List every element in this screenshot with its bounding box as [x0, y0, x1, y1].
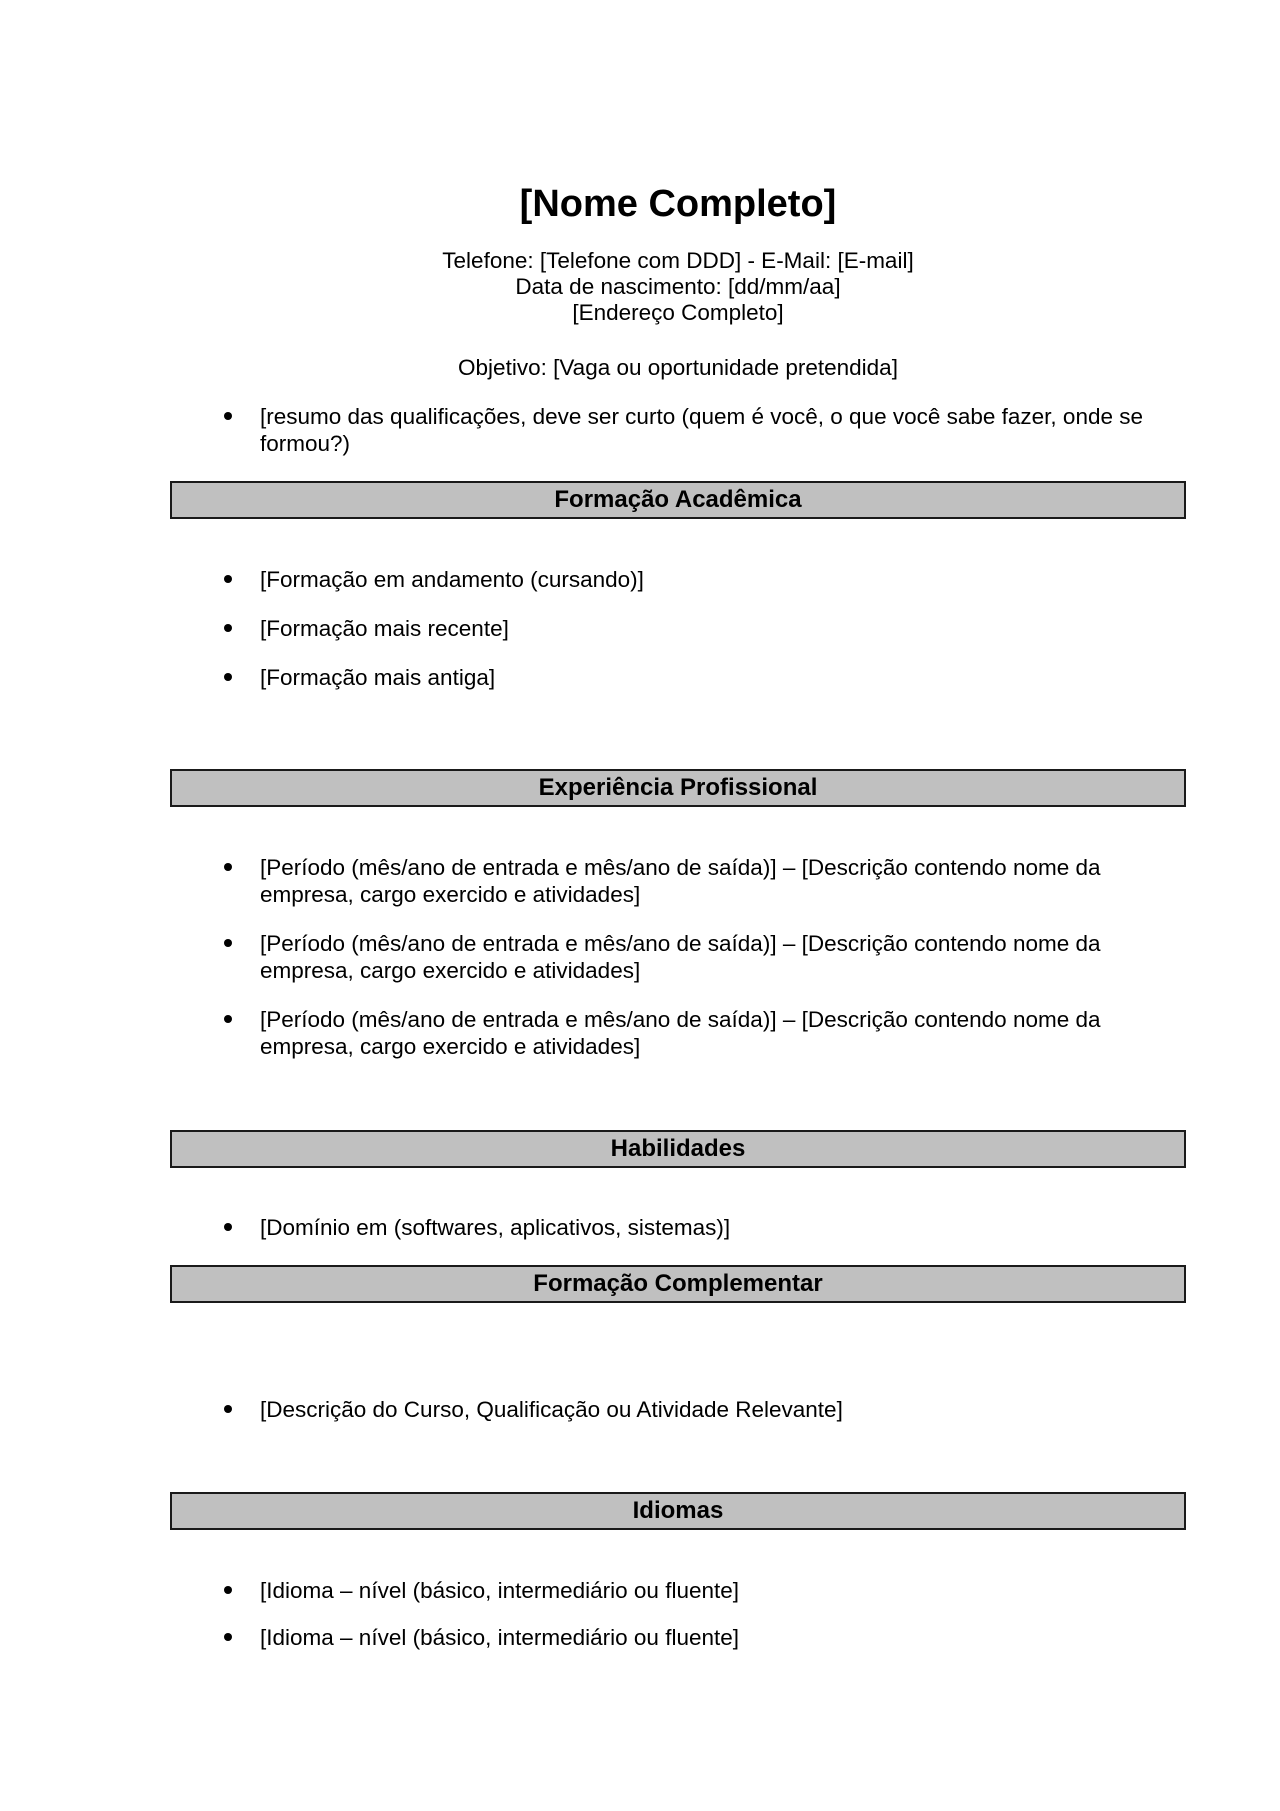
bullet-marker: [224, 1015, 232, 1023]
skills-item: [Domínio em (softwares, aplicativos, sistemas)]: [260, 1215, 731, 1240]
section-title-languages: Idiomas: [170, 1492, 1186, 1530]
bullet-marker: [224, 412, 232, 420]
bullet-marker: [224, 863, 232, 871]
bullet-marker: [224, 1405, 232, 1413]
bullet-marker: [224, 1586, 232, 1594]
experience-item: [Período (mês/ano de entrada e mês/ano de saída)] – [Descrição contendo nome da empresa, cargo exercido e atividades]: [260, 855, 1101, 907]
language-item: [Idioma – nível (básico, intermediário ou fluente]: [260, 1625, 740, 1650]
language-item: [Idioma – nível (básico, intermediário ou fluente]: [260, 1578, 740, 1603]
education-item: [Formação mais recente]: [260, 616, 509, 641]
education-item: [Formação mais antiga]: [260, 665, 496, 690]
candidate-name: [Nome Completo]: [519, 183, 837, 225]
education-item: [Formação em andamento (cursando)]: [260, 567, 644, 592]
experience-item: [Período (mês/ano de entrada e mês/ano de saída)] – [Descrição contendo nome da empresa, cargo exercido e atividades]: [260, 931, 1101, 983]
section-title-experience: Experiência Profissional: [170, 769, 1186, 807]
section-title-education: Formação Acadêmica: [170, 481, 1186, 519]
objective-line: Objetivo: [Vaga ou oportunidade pretendida]: [458, 355, 898, 380]
bullet-marker: [224, 624, 232, 632]
section-title-complementary: Formação Complementar: [170, 1265, 1186, 1303]
experience-item: [Período (mês/ano de entrada e mês/ano de saída)] – [Descrição contendo nome da empresa, cargo exercido e atividades]: [260, 1007, 1101, 1059]
bullet-marker: [224, 1223, 232, 1231]
complementary-item: [Descrição do Curso, Qualificação ou Atividade Relevante]: [260, 1397, 843, 1422]
contact-line: Telefone: [Telefone com DDD] - E-Mail: [E-mail]: [442, 248, 914, 273]
bullet-marker: [224, 673, 232, 681]
summary-item: [resumo das qualificações, deve ser curto (quem é você, o que você sabe fazer, onde se formou?): [260, 404, 1144, 456]
birth-date-line: Data de nascimento: [dd/mm/aa]: [515, 274, 841, 299]
address-line: [Endereço Completo]: [572, 300, 784, 325]
bullet-marker: [224, 575, 232, 583]
bullet-marker: [224, 1633, 232, 1641]
bullet-marker: [224, 939, 232, 947]
section-title-skills: Habilidades: [170, 1130, 1186, 1168]
